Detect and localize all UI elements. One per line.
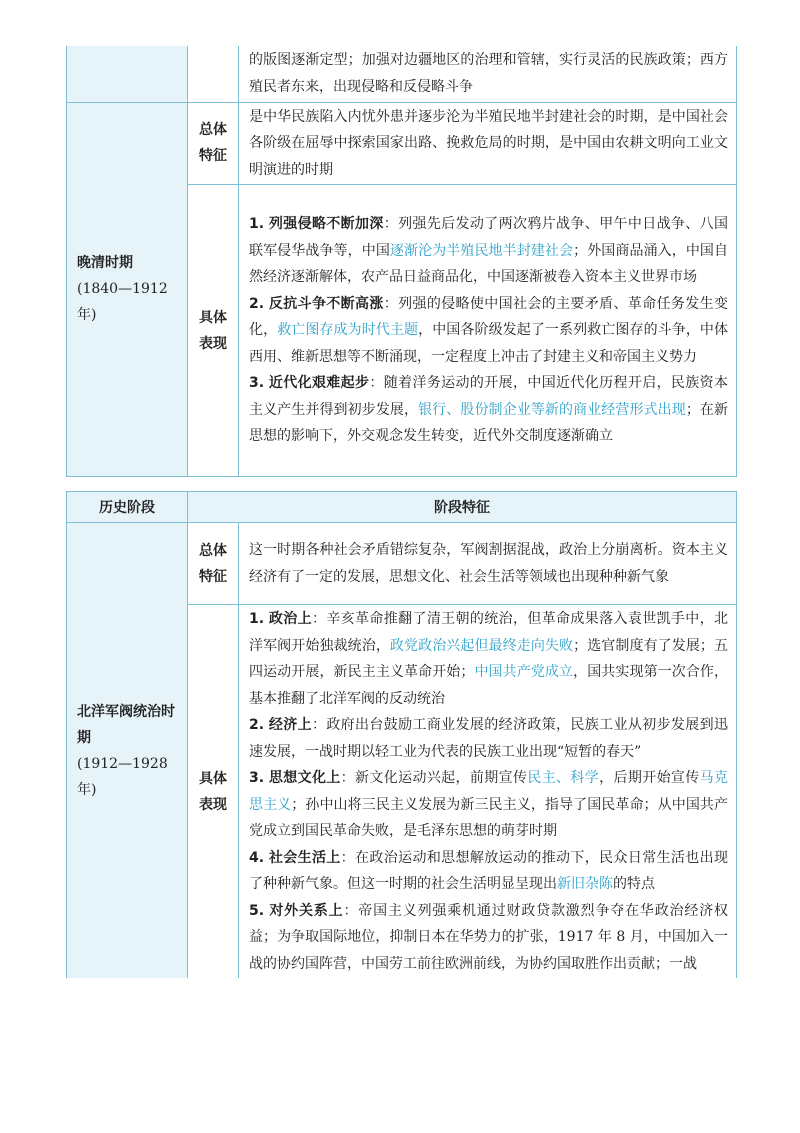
stage-late-qing — [67, 102, 188, 477]
header-features: 阶段特征 — [188, 492, 737, 523]
specific-points — [239, 605, 737, 979]
specific-label: 具体表现 — [188, 605, 239, 979]
stage-name: 晚清时期 — [77, 255, 133, 272]
point-item: 2. 经济上：政府出台鼓励工商业发展的经济政策，民族工业从初步发展到迅速发展，一战时期以轻工业为代表的民族工业出现“短暂的春天” — [249, 717, 729, 760]
specific-points — [239, 185, 737, 477]
specific-label: 具体表现 — [188, 185, 239, 477]
continued-row — [67, 46, 737, 102]
stage-years: (1840—1912 年) — [77, 281, 168, 324]
stage-cell-continued — [67, 46, 188, 102]
overall-text: 这一时期各种社会矛盾错综复杂，军阀割据混战，政治上分崩离析。资本主义经济有了一定的发展，思想文化、社会生活等领域也出现种种新气象 — [239, 523, 737, 605]
point-item: 2. 反抗斗争不断高涨：列强的侵略使中国社会的主要矛盾、革命任务发生变化，救亡图存成为时代主题，中国各阶级发起了一系列救亡图存的斗争，中体西用、维新思想等不断涌现，一定程度上冲击了封建主义和帝国主义势力 — [249, 295, 729, 365]
late-qing-overall-row — [67, 102, 737, 185]
history-table-part-1 — [66, 46, 737, 477]
stage-name: 北洋军阀统治时期 — [77, 703, 175, 746]
point-item: 3. 思想文化上：新文化运动兴起，前期宣传民主、科学，后期开始宣传马克思主义；孙中山将三民主义发展为新三民主义，指导了国民革命；从中国共产党成立到国民革命失败，是毛泽东思想的萌芽时期 — [249, 770, 729, 839]
stage-years: (1912—1928 年) — [77, 755, 168, 798]
stage-beiyang — [67, 523, 188, 979]
point-item: 3. 近代化艰难起步：随着洋务运动的开展，中国近代化历程开启，民族资本主义产生并得到初步发展，银行、股份制企业等新的商业经营形式出现；在新思想的影响下，外交观念发生转变，近代外交制度逐渐确立 — [249, 375, 729, 445]
beiyang-overall-row — [67, 523, 737, 605]
label-cell-continued — [188, 46, 239, 102]
continued-text: 的版图逐渐定型；加强对边疆地区的治理和管辖，实行灵活的民族政策；西方殖民者东来，出现侵略和反侵略斗争 — [239, 46, 737, 102]
header-stage: 历史阶段 — [67, 492, 188, 523]
point-item: 1. 列强侵略不断加深：列强先后发动了两次鸦片战争、甲午中日战争、八国联军侵华战争等，中国逐渐沦为半殖民地半封建社会；外国商品涌入，中国自然经济逐渐解体，农产品日益商品化，中国逐渐被卷入资本主义世界市场 — [249, 216, 729, 286]
overall-label: 总体特征 — [188, 523, 239, 605]
point-item: 1. 政治上：辛亥革命推翻了清王朝的统治，但革命成果落入袁世凯手中，北洋军阀开始独裁统治，政党政治兴起但最终走向失败；选官制度有了发展；五四运动开展，新民主主义革命开始；中国共产党成立，国共实现第一次合作，基本推翻了北洋军阀的反动统治 — [249, 611, 729, 707]
point-item: 4. 社会生活上：在政治运动和思想解放运动的推动下，民众日常生活也出现了种种新气象。但这一时期的社会生活明显呈现出新旧杂陈的特点 — [249, 849, 729, 892]
point-item: 5. 对外关系上：帝国主义列强乘机通过财政贷款激烈争夺在华政治经济权益；为争取国际地位，抑制日本在华势力的扩张，1917 年 8 月，中国加入一战的协约国阵营，中国劳工前往欧洲前线，为协约国取胜作出贡献；一战 — [249, 902, 729, 972]
overall-label: 总体特征 — [188, 102, 239, 185]
overall-text: 是中华民族陷入内忧外患并逐步沦为半殖民地半封建社会的时期，是中国社会各阶级在屈辱中探索国家出路、挽救危局的时期，是中国由农耕文明向工业文明演进的时期 — [239, 102, 737, 185]
history-table-part-2 — [66, 491, 737, 978]
table-header-row — [67, 492, 737, 523]
